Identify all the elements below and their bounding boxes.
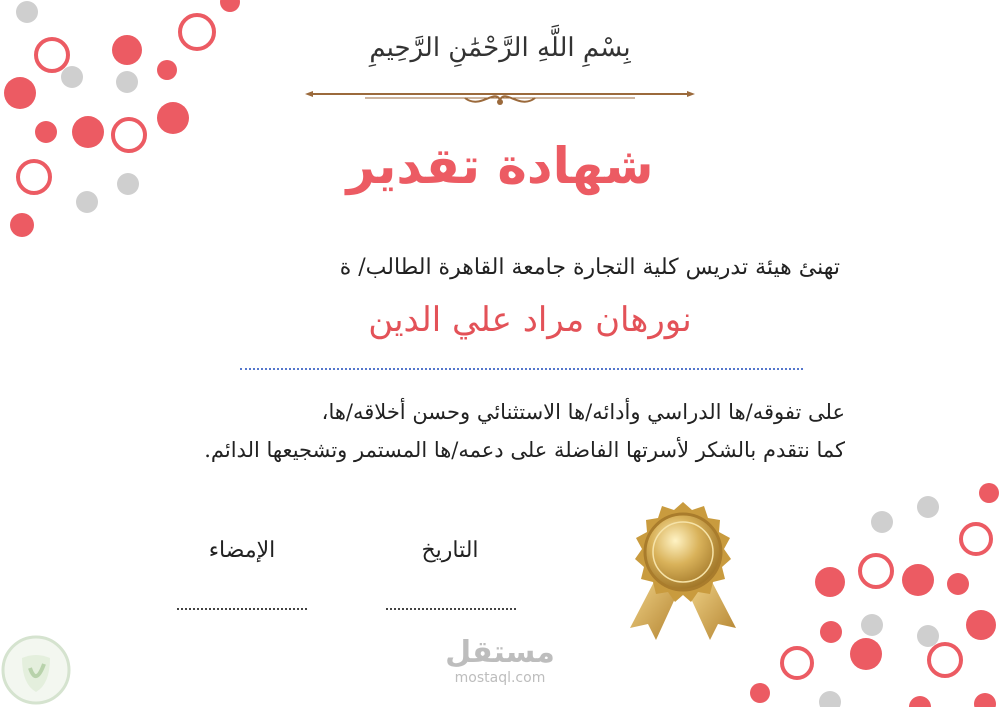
- bottom-right-dots: [750, 483, 999, 707]
- leaf-shield-logo-icon: [0, 628, 80, 707]
- date-label: التاريخ: [421, 538, 479, 563]
- ornament-divider: [305, 86, 695, 110]
- recipient-name: نورهان مراد علي الدين: [368, 300, 692, 340]
- gold-medal-icon: [618, 500, 748, 642]
- date-line: [386, 608, 516, 610]
- bismillah-calligraphy: بِسْمِ اللَّهِ الرَّحْمَٰنِ الرَّحِيمِ: [369, 33, 631, 63]
- body-text: [125, 393, 845, 469]
- watermark: [430, 636, 570, 686]
- intro-text: تهنئ هيئة تدريس كلية التجارة جامعة القاهرة الطالب/ ة: [339, 255, 840, 280]
- watermark-arabic: مستقل: [445, 635, 555, 670]
- signature-label: الإمضاء: [208, 538, 276, 563]
- body-line-2: كما نتقدم بالشكر لأسرتها الفاضلة على دعمه/ها المستمر وتشجيعها الدائم.: [204, 438, 845, 462]
- signature-line: [177, 608, 307, 610]
- name-underline: [240, 368, 803, 370]
- top-left-dots: [4, 0, 240, 237]
- body-line-1: على تفوقه/ها الدراسي وأدائه/ها الاستثنائي وحسن أخلاقه/ها،: [321, 400, 845, 424]
- certificate-title: شهادة تقدير: [346, 137, 654, 195]
- watermark-url: mostaql.com: [454, 670, 546, 686]
